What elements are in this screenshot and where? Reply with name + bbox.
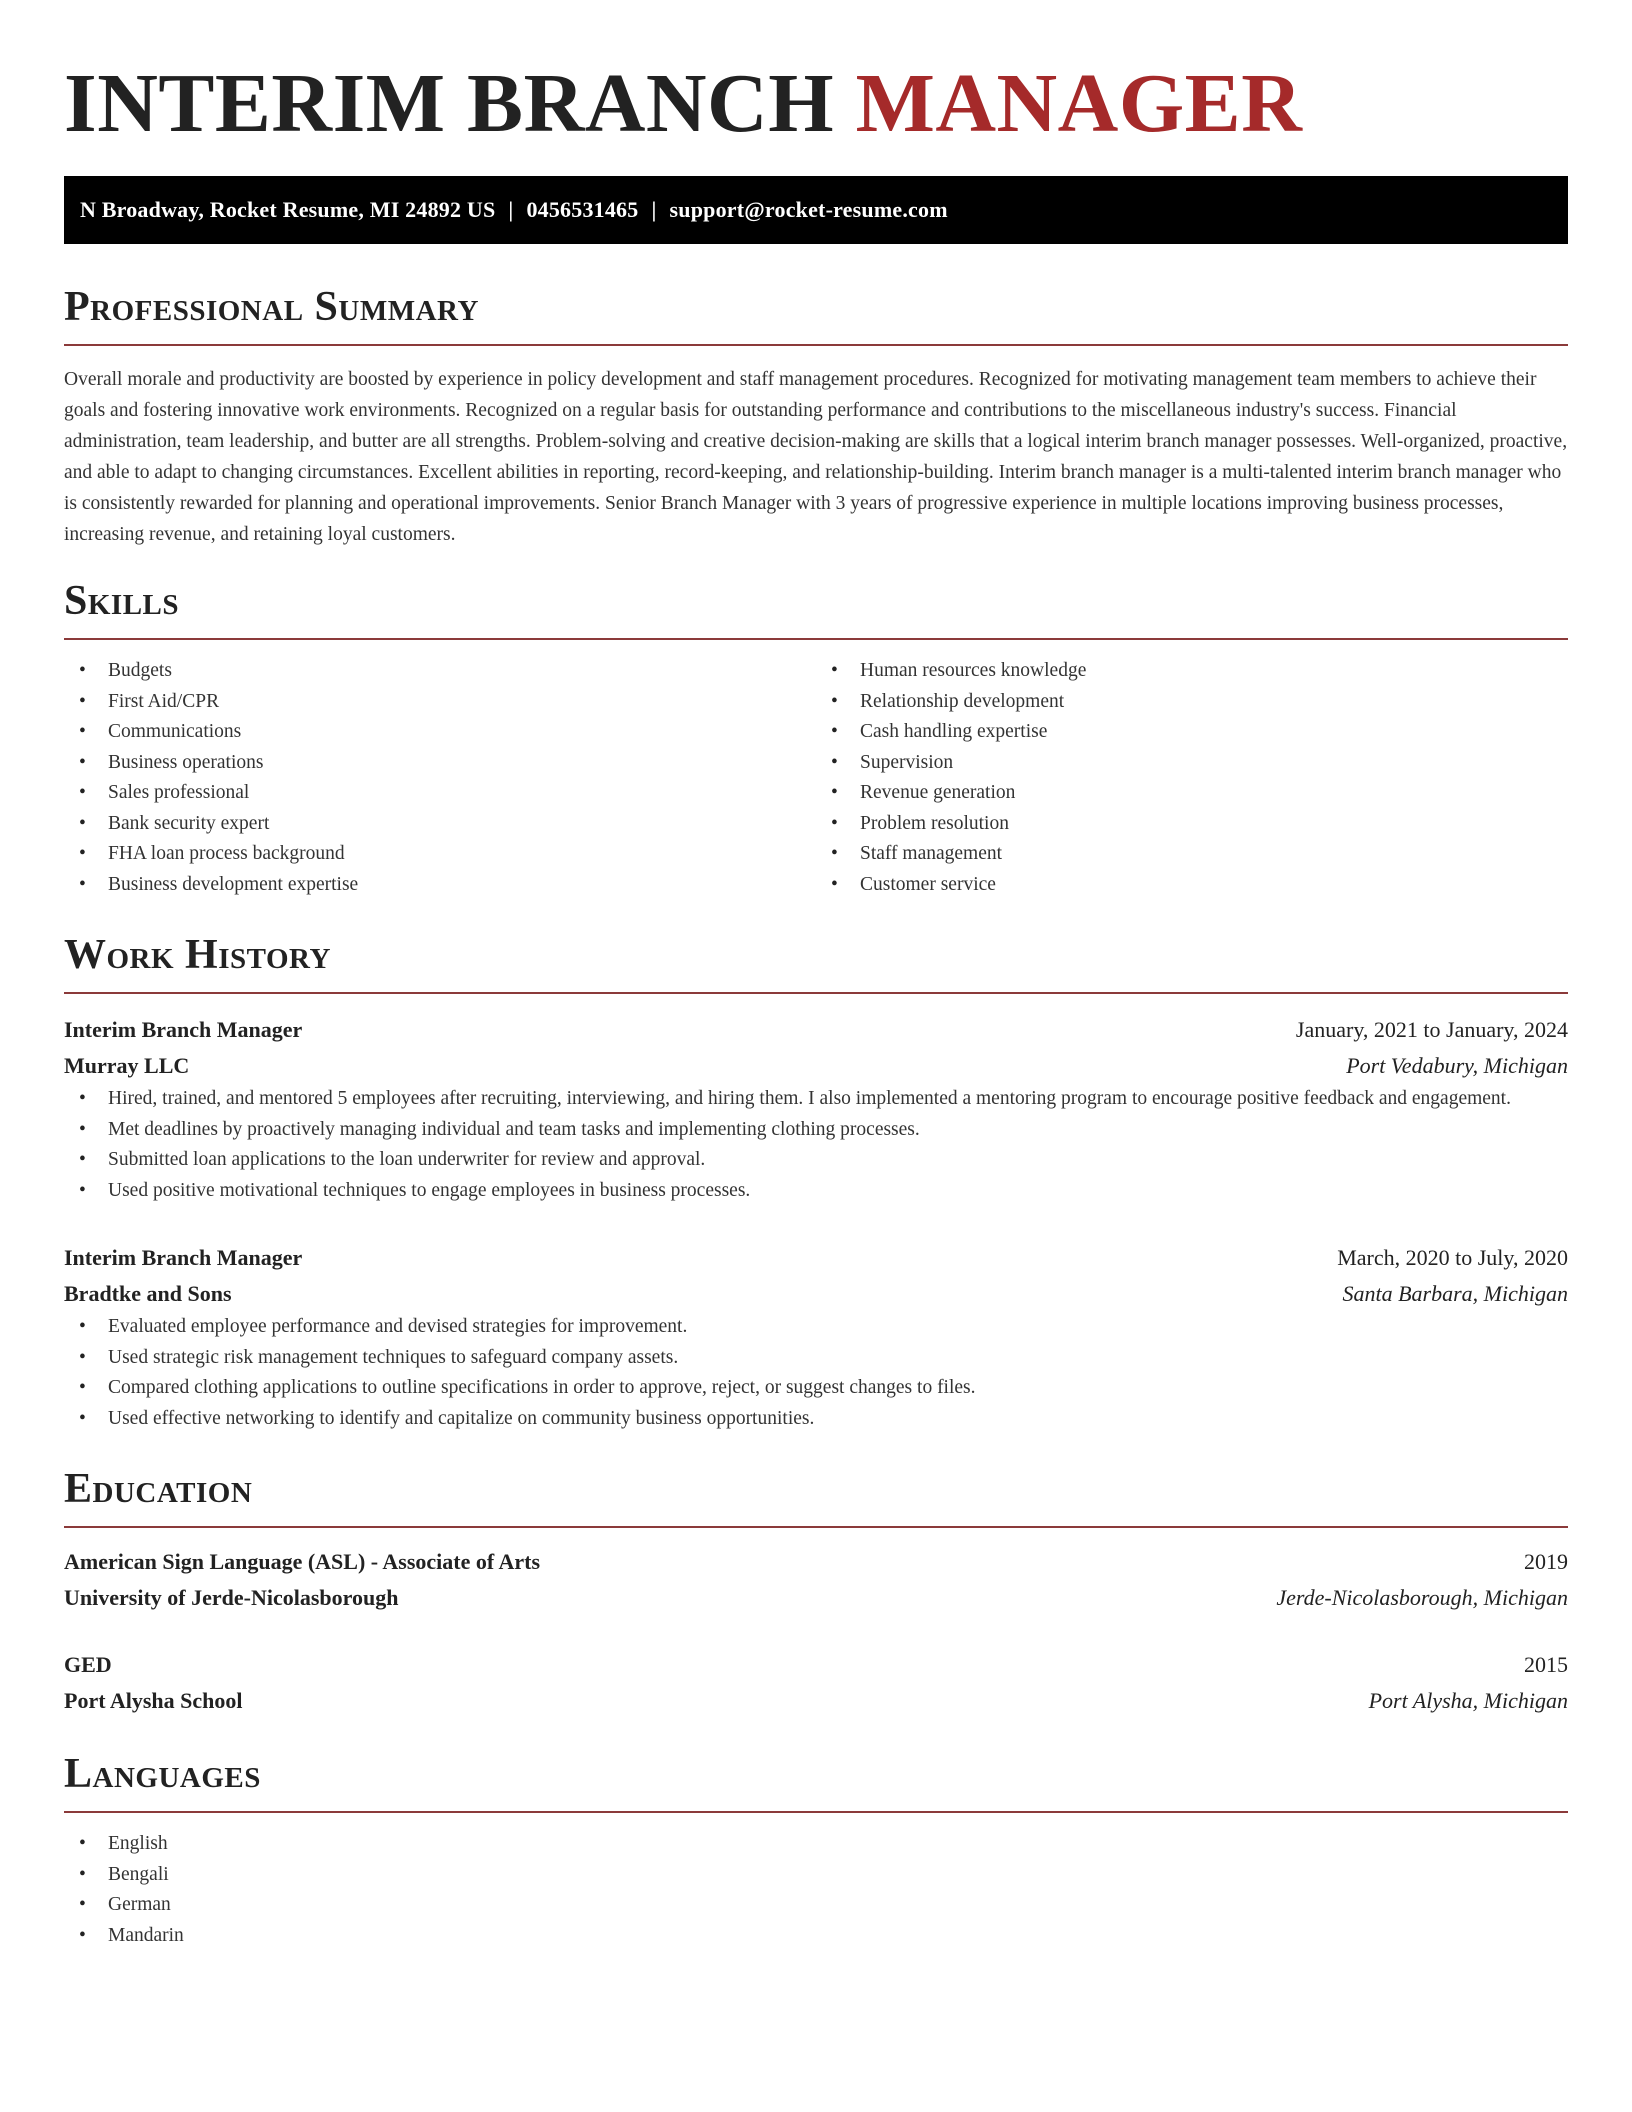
title-accent: MANAGER [855, 57, 1303, 150]
summary-heading: Professional Summary [64, 284, 479, 330]
language-item: • German [64, 1890, 1568, 1921]
job-title-row [64, 1012, 1568, 1048]
skill-item: • Human resources knowledge [816, 656, 1568, 687]
job-title: Interim Branch Manager [64, 1245, 303, 1270]
section-divider [64, 344, 1568, 346]
section-divider [64, 992, 1568, 994]
skill-item: • Business operations [64, 748, 816, 779]
education-entry [64, 1647, 1568, 1719]
skill-item: • Sales professional [64, 778, 816, 809]
work-history-section [64, 930, 1568, 1434]
skills-column-right [816, 656, 1568, 900]
summary-text: Overall morale and productivity are boosted by experience in policy development and staff management procedures. Recognized for motivating management team members to achieve their goals and fostering innovative work environments. Recognized on a regular basis for outstanding performance and contributions to the miscellaneous industry's success. Financial administration, team leadership, and butter are all strengths. Problem-solving and creative decision-making are skills that a logical interim branch manager possesses. Well-organized, proactive, and able to adapt to changing circumstances. Excellent abilities in reporting, record-keeping, and relationship-building. Interim branch manager is a multi-talented interim branch manager who is consistently rewarded for planning and operational improvements. Senior Branch Manager with 3 years of progressive experience in multiple locations improving business processes, increasing revenue, and retaining loyal customers. [64, 369, 1568, 545]
job-company: Bradtke and Sons [64, 1281, 232, 1306]
skills-grid [64, 656, 1568, 900]
education-section [64, 1464, 1568, 1719]
skill-item: • Budgets [64, 656, 816, 687]
language-item: • Bengali [64, 1860, 1568, 1891]
skill-item: • Relationship development [816, 687, 1568, 718]
skill-item: • Supervision [816, 748, 1568, 779]
education-school: University of Jerde-Nicolasborough [64, 1585, 399, 1610]
summary-section [64, 282, 1568, 550]
languages-list [64, 1829, 1568, 1951]
contact-email: support@rocket-resume.com [669, 197, 948, 222]
work-history-heading: Work History [64, 932, 331, 978]
language-item: • Mandarin [64, 1921, 1568, 1952]
skills-column-left [64, 656, 816, 900]
education-entry [64, 1544, 1568, 1616]
contact-separator: | [508, 197, 514, 222]
section-divider [64, 1526, 1568, 1528]
job-location: Port Vedabury, Michigan [1346, 1053, 1568, 1078]
job-company-row [64, 1048, 1568, 1084]
resume-title [64, 56, 1568, 152]
job-bullets [64, 1084, 1568, 1206]
contact-bar [64, 176, 1568, 244]
job-title: Interim Branch Manager [64, 1017, 303, 1042]
skill-item: • Communications [64, 717, 816, 748]
skill-item: • Business development expertise [64, 870, 816, 901]
skill-item: • Customer service [816, 870, 1568, 901]
education-degree-row [64, 1647, 1568, 1683]
section-divider [64, 1811, 1568, 1813]
education-degree-row [64, 1544, 1568, 1580]
job-bullets [64, 1312, 1568, 1434]
languages-section [64, 1749, 1568, 1951]
job-bullet: • Submitted loan applications to the loan underwriter for review and approval. [64, 1145, 1568, 1176]
education-heading: Education [64, 1466, 253, 1512]
skill-item: • Bank security expert [64, 809, 816, 840]
skill-item: • Revenue generation [816, 778, 1568, 809]
languages-heading: Languages [64, 1751, 261, 1797]
skill-item: • FHA loan process background [64, 839, 816, 870]
skill-item: • First Aid/CPR [64, 687, 816, 718]
job-company: Murray LLC [64, 1053, 190, 1078]
skills-heading: Skills [64, 578, 180, 624]
contact-address: N Broadway, Rocket Resume, MI 24892 US [80, 197, 496, 222]
education-year: 2015 [1524, 1652, 1568, 1677]
skill-item: • Cash handling expertise [816, 717, 1568, 748]
section-divider [64, 638, 1568, 640]
job-dates: January, 2021 to January, 2024 [1295, 1017, 1568, 1042]
job-title-row [64, 1240, 1568, 1276]
title-main: INTERIM BRANCH [64, 57, 856, 150]
skill-item: • Problem resolution [816, 809, 1568, 840]
education-school-row [64, 1580, 1568, 1616]
job-bullet: • Used strategic risk management techniques to safeguard company assets. [64, 1343, 1568, 1374]
education-school-row [64, 1683, 1568, 1719]
education-school: Port Alysha School [64, 1688, 243, 1713]
job-bullet: • Compared clothing applications to outline specifications in order to approve, reject, or suggest changes to files. [64, 1373, 1568, 1404]
job-entry [64, 1012, 1568, 1206]
job-dates: March, 2020 to July, 2020 [1337, 1245, 1568, 1270]
education-year: 2019 [1524, 1549, 1568, 1574]
job-bullet: • Used effective networking to identify and capitalize on community business opportunities. [64, 1404, 1568, 1435]
education-location: Port Alysha, Michigan [1368, 1688, 1568, 1713]
education-degree: GED [64, 1652, 112, 1677]
skill-item: • Staff management [816, 839, 1568, 870]
job-entry [64, 1240, 1568, 1434]
job-company-row [64, 1276, 1568, 1312]
language-item: • English [64, 1829, 1568, 1860]
contact-separator: | [651, 197, 657, 222]
education-degree: American Sign Language (ASL) - Associate of Arts [64, 1549, 541, 1574]
job-bullet: • Evaluated employee performance and devised strategies for improvement. [64, 1312, 1568, 1343]
job-location: Santa Barbara, Michigan [1342, 1281, 1568, 1306]
job-bullet: • Hired, trained, and mentored 5 employees after recruiting, interviewing, and hiring them. I also implemented a mentoring program to encourage positive feedback and engagement. [64, 1084, 1568, 1115]
job-bullet: • Used positive motivational techniques to engage employees in business processes. [64, 1176, 1568, 1207]
contact-phone: 0456531465 [526, 197, 639, 222]
education-location: Jerde-Nicolasborough, Michigan [1276, 1585, 1568, 1610]
skills-section [64, 576, 1568, 900]
job-bullet: • Met deadlines by proactively managing individual and team tasks and implementing clothing processes. [64, 1115, 1568, 1146]
